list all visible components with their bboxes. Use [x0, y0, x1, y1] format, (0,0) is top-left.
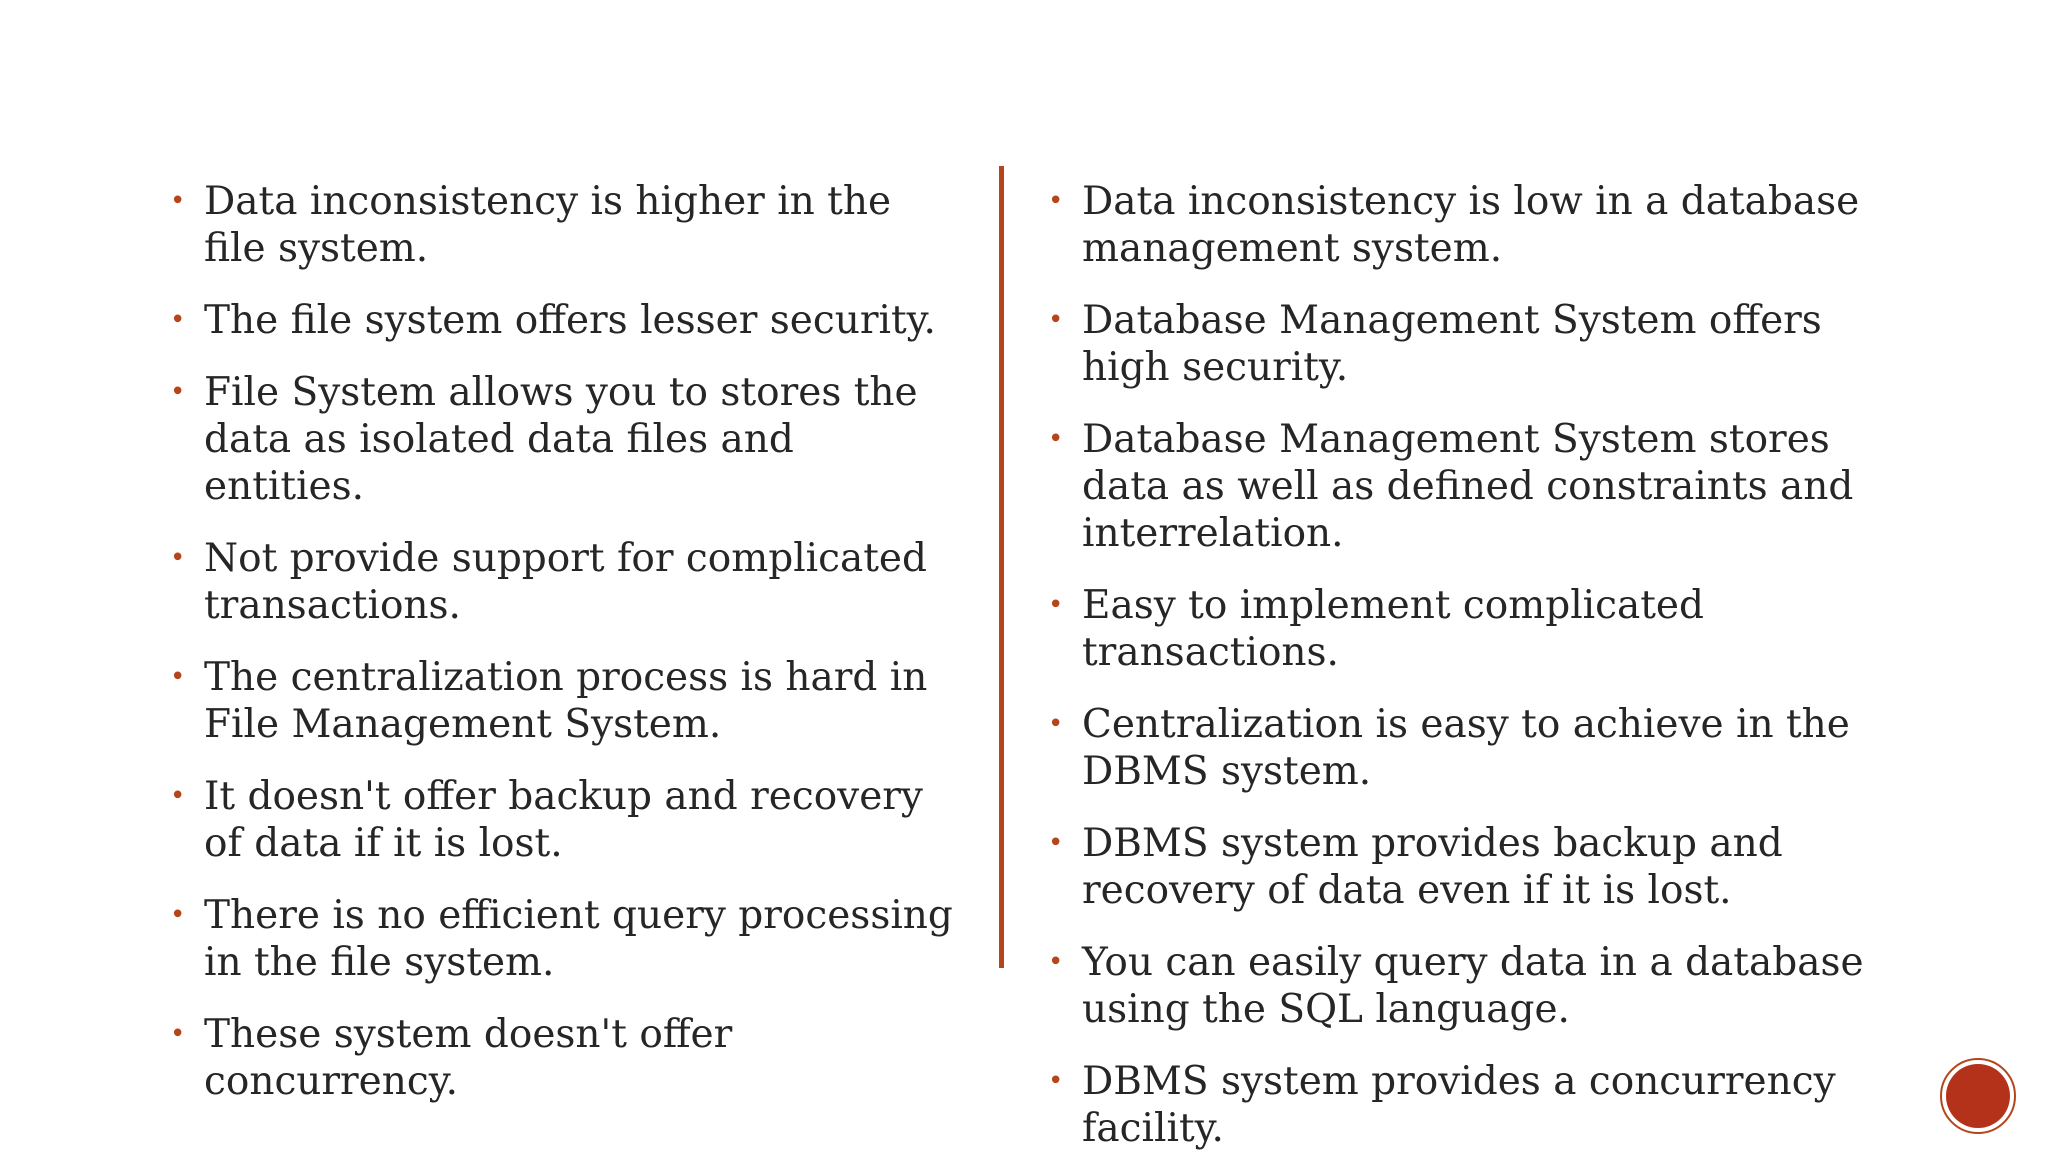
bullet-icon: • — [170, 900, 186, 930]
list-item-text: Data inconsistency is higher in the file system. — [204, 179, 892, 271]
list-item — [1048, 701, 1908, 795]
slide-circle-fill — [1946, 1064, 2010, 1128]
bullet-icon: • — [1048, 947, 1064, 977]
bullet-icon: • — [170, 377, 186, 407]
list-item — [1048, 939, 1908, 1033]
bullet-icon: • — [1048, 590, 1064, 620]
list-item — [170, 892, 960, 986]
column-divider — [999, 166, 1004, 968]
list-item-text: You can easily query data in a database using the SQL language. — [1082, 940, 1864, 1032]
list-item-text: Database Management System stores data as well as defined constraints and interrelation. — [1082, 417, 1854, 556]
bullet-icon: • — [1048, 424, 1064, 454]
list-item — [1048, 582, 1908, 676]
bullet-icon: • — [1048, 186, 1064, 216]
list-item — [170, 297, 960, 344]
bullet-icon: • — [1048, 305, 1064, 335]
bullet-icon: • — [170, 305, 186, 335]
list-item — [1048, 416, 1908, 557]
list-item-text: Data inconsistency is low in a database management system. — [1082, 179, 1860, 271]
list-item-text: These system doesn't offer concurrency. — [204, 1012, 733, 1104]
list-item — [170, 1011, 960, 1105]
list-item — [1048, 820, 1908, 914]
bullet-icon: • — [170, 543, 186, 573]
file-system-list — [170, 178, 960, 1130]
bullet-icon: • — [1048, 828, 1064, 858]
bullet-icon: • — [1048, 709, 1064, 739]
list-item-text: File System allows you to stores the data as isolated data files and entities. — [204, 370, 918, 509]
list-item-text: Centralization is easy to achieve in the DBMS system. — [1082, 702, 1850, 794]
list-item — [170, 178, 960, 272]
bullet-icon: • — [170, 662, 186, 692]
bullet-icon: • — [170, 781, 186, 811]
list-item-text: There is no efficient query processing in the file system. — [204, 893, 953, 985]
slide-circle-icon — [1940, 1058, 2016, 1134]
list-item — [170, 773, 960, 867]
list-item-text: Database Management System offers high security. — [1082, 298, 1822, 390]
list-item — [170, 535, 960, 629]
list-item-text: DBMS system provides backup and recovery of data even if it is lost. — [1082, 821, 1783, 913]
bullet-icon: • — [170, 186, 186, 216]
list-item — [1048, 178, 1908, 272]
list-item-text: The file system offers lesser security. — [204, 298, 936, 343]
dbms-list — [1048, 178, 1908, 1152]
list-item-text: It doesn't offer backup and recovery of data if it is lost. — [204, 774, 923, 866]
list-item — [170, 369, 960, 510]
list-item-text: Not provide support for complicated transactions. — [204, 536, 927, 628]
list-item-text: DBMS system provides a concurrency facility. — [1082, 1059, 1836, 1151]
list-item-text: The centralization process is hard in File Management System. — [204, 655, 928, 747]
list-item — [1048, 1058, 1908, 1152]
list-item — [170, 654, 960, 748]
bullet-icon: • — [1048, 1066, 1064, 1096]
list-item-text: Easy to implement complicated transactions. — [1082, 583, 1704, 675]
bullet-icon: • — [170, 1019, 186, 1049]
list-item — [1048, 297, 1908, 391]
